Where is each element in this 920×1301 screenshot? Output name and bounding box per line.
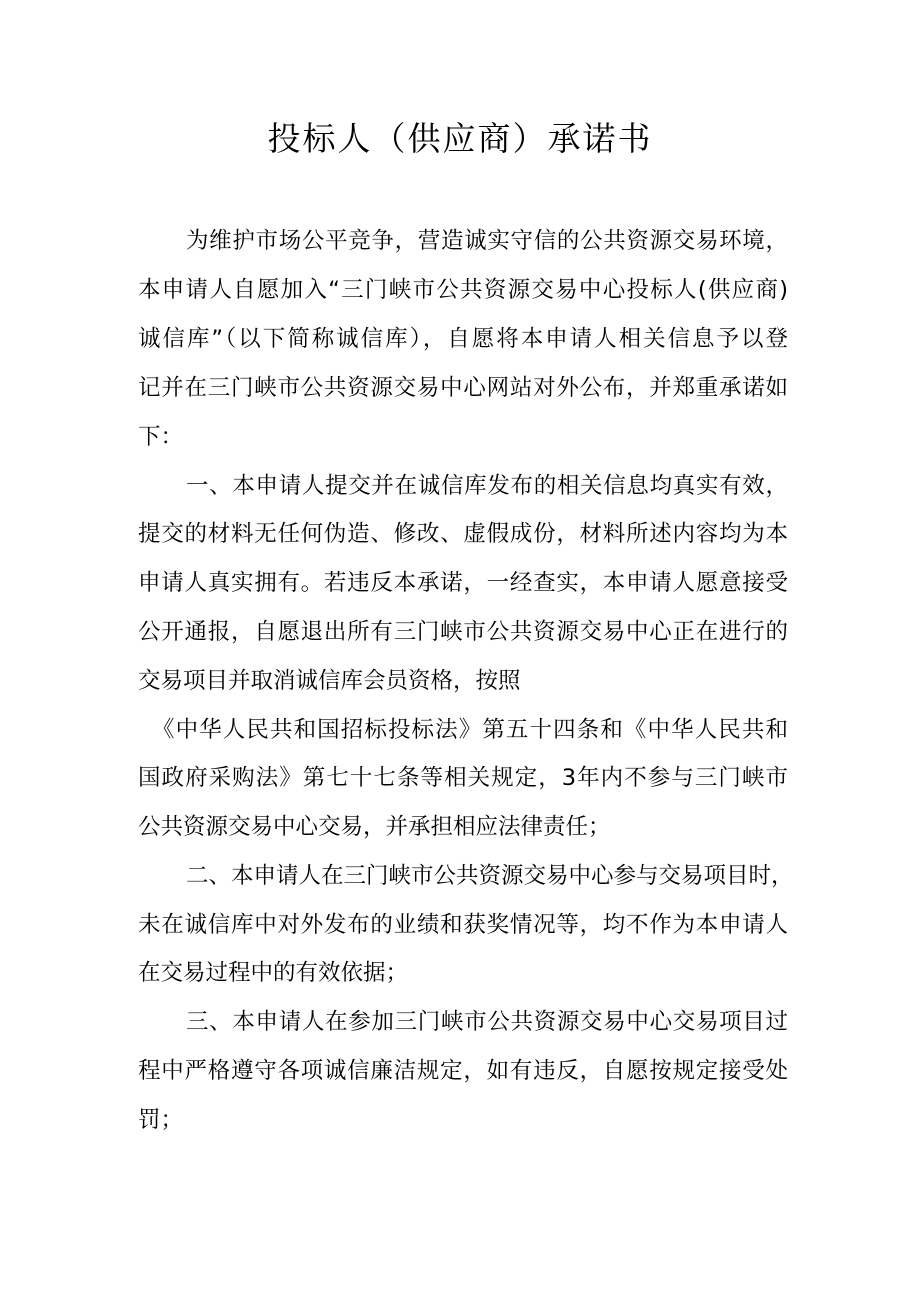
paragraph-line: 公开通报，自愿退出所有三门峡市公共资源交易中心正在进行的 xyxy=(138,619,788,645)
paragraph-line: 国政府采购法》第七十七条等相关规定，3年内不参与三门峡市 xyxy=(138,765,788,791)
paragraph-line: 记并在三门峡市公共资源交易中心网站对外公布，并郑重承诺如 xyxy=(138,375,788,401)
paragraph-line: 本申请人自愿加入“三门峡市公共资源交易中心投标人(供应商) xyxy=(138,277,788,303)
paragraph-line: 罚； xyxy=(138,1107,184,1133)
paragraph-line: 公共资源交易中心交易，并承担相应法律责任； xyxy=(138,814,611,840)
paragraph-line: 三、本申请人在参加三门峡市公共资源交易中心交易项目过 xyxy=(186,1009,788,1035)
paragraph-line: 诚信库”（以下简称诚信库），自愿将本申请人相关信息予以登 xyxy=(138,326,788,352)
paragraph-line: 交易项目并取消诚信库会员资格，按照 xyxy=(138,668,521,694)
document-title: 投标人（供应商）承诺书 xyxy=(267,119,653,158)
paragraph-line: 一、本申请人提交并在诚信库发布的相关信息均真实有效， xyxy=(186,473,788,499)
paragraph-line: 二、本申请人在三门峡市公共资源交易中心参与交易项目时， xyxy=(186,863,794,889)
paragraph-line: 提交的材料无任何伪造、修改、虚假成份，材料所述内容均为本 xyxy=(138,521,788,547)
paragraph-line: 为维护市场公平竞争，营造诚实守信的公共资源交易环境， xyxy=(186,228,788,254)
paragraph-line: 在交易过程中的有效依据； xyxy=(138,960,409,986)
paragraph-line: 《中华人民共和国招标投标法》第五十四条和《中华人民共和 xyxy=(152,717,788,743)
paragraph-line: 未在诚信库中对外发布的业绩和获奖情况等，均不作为本申请人 xyxy=(138,912,788,938)
paragraph-line: 申请人真实拥有。若违反本承诺，一经查实，本申请人愿意接受 xyxy=(138,570,788,596)
paragraph-line: 下： xyxy=(138,424,184,450)
paragraph-line: 程中严格遵守各项诚信廉洁规定，如有违反，自愿按规定接受处 xyxy=(138,1058,788,1084)
